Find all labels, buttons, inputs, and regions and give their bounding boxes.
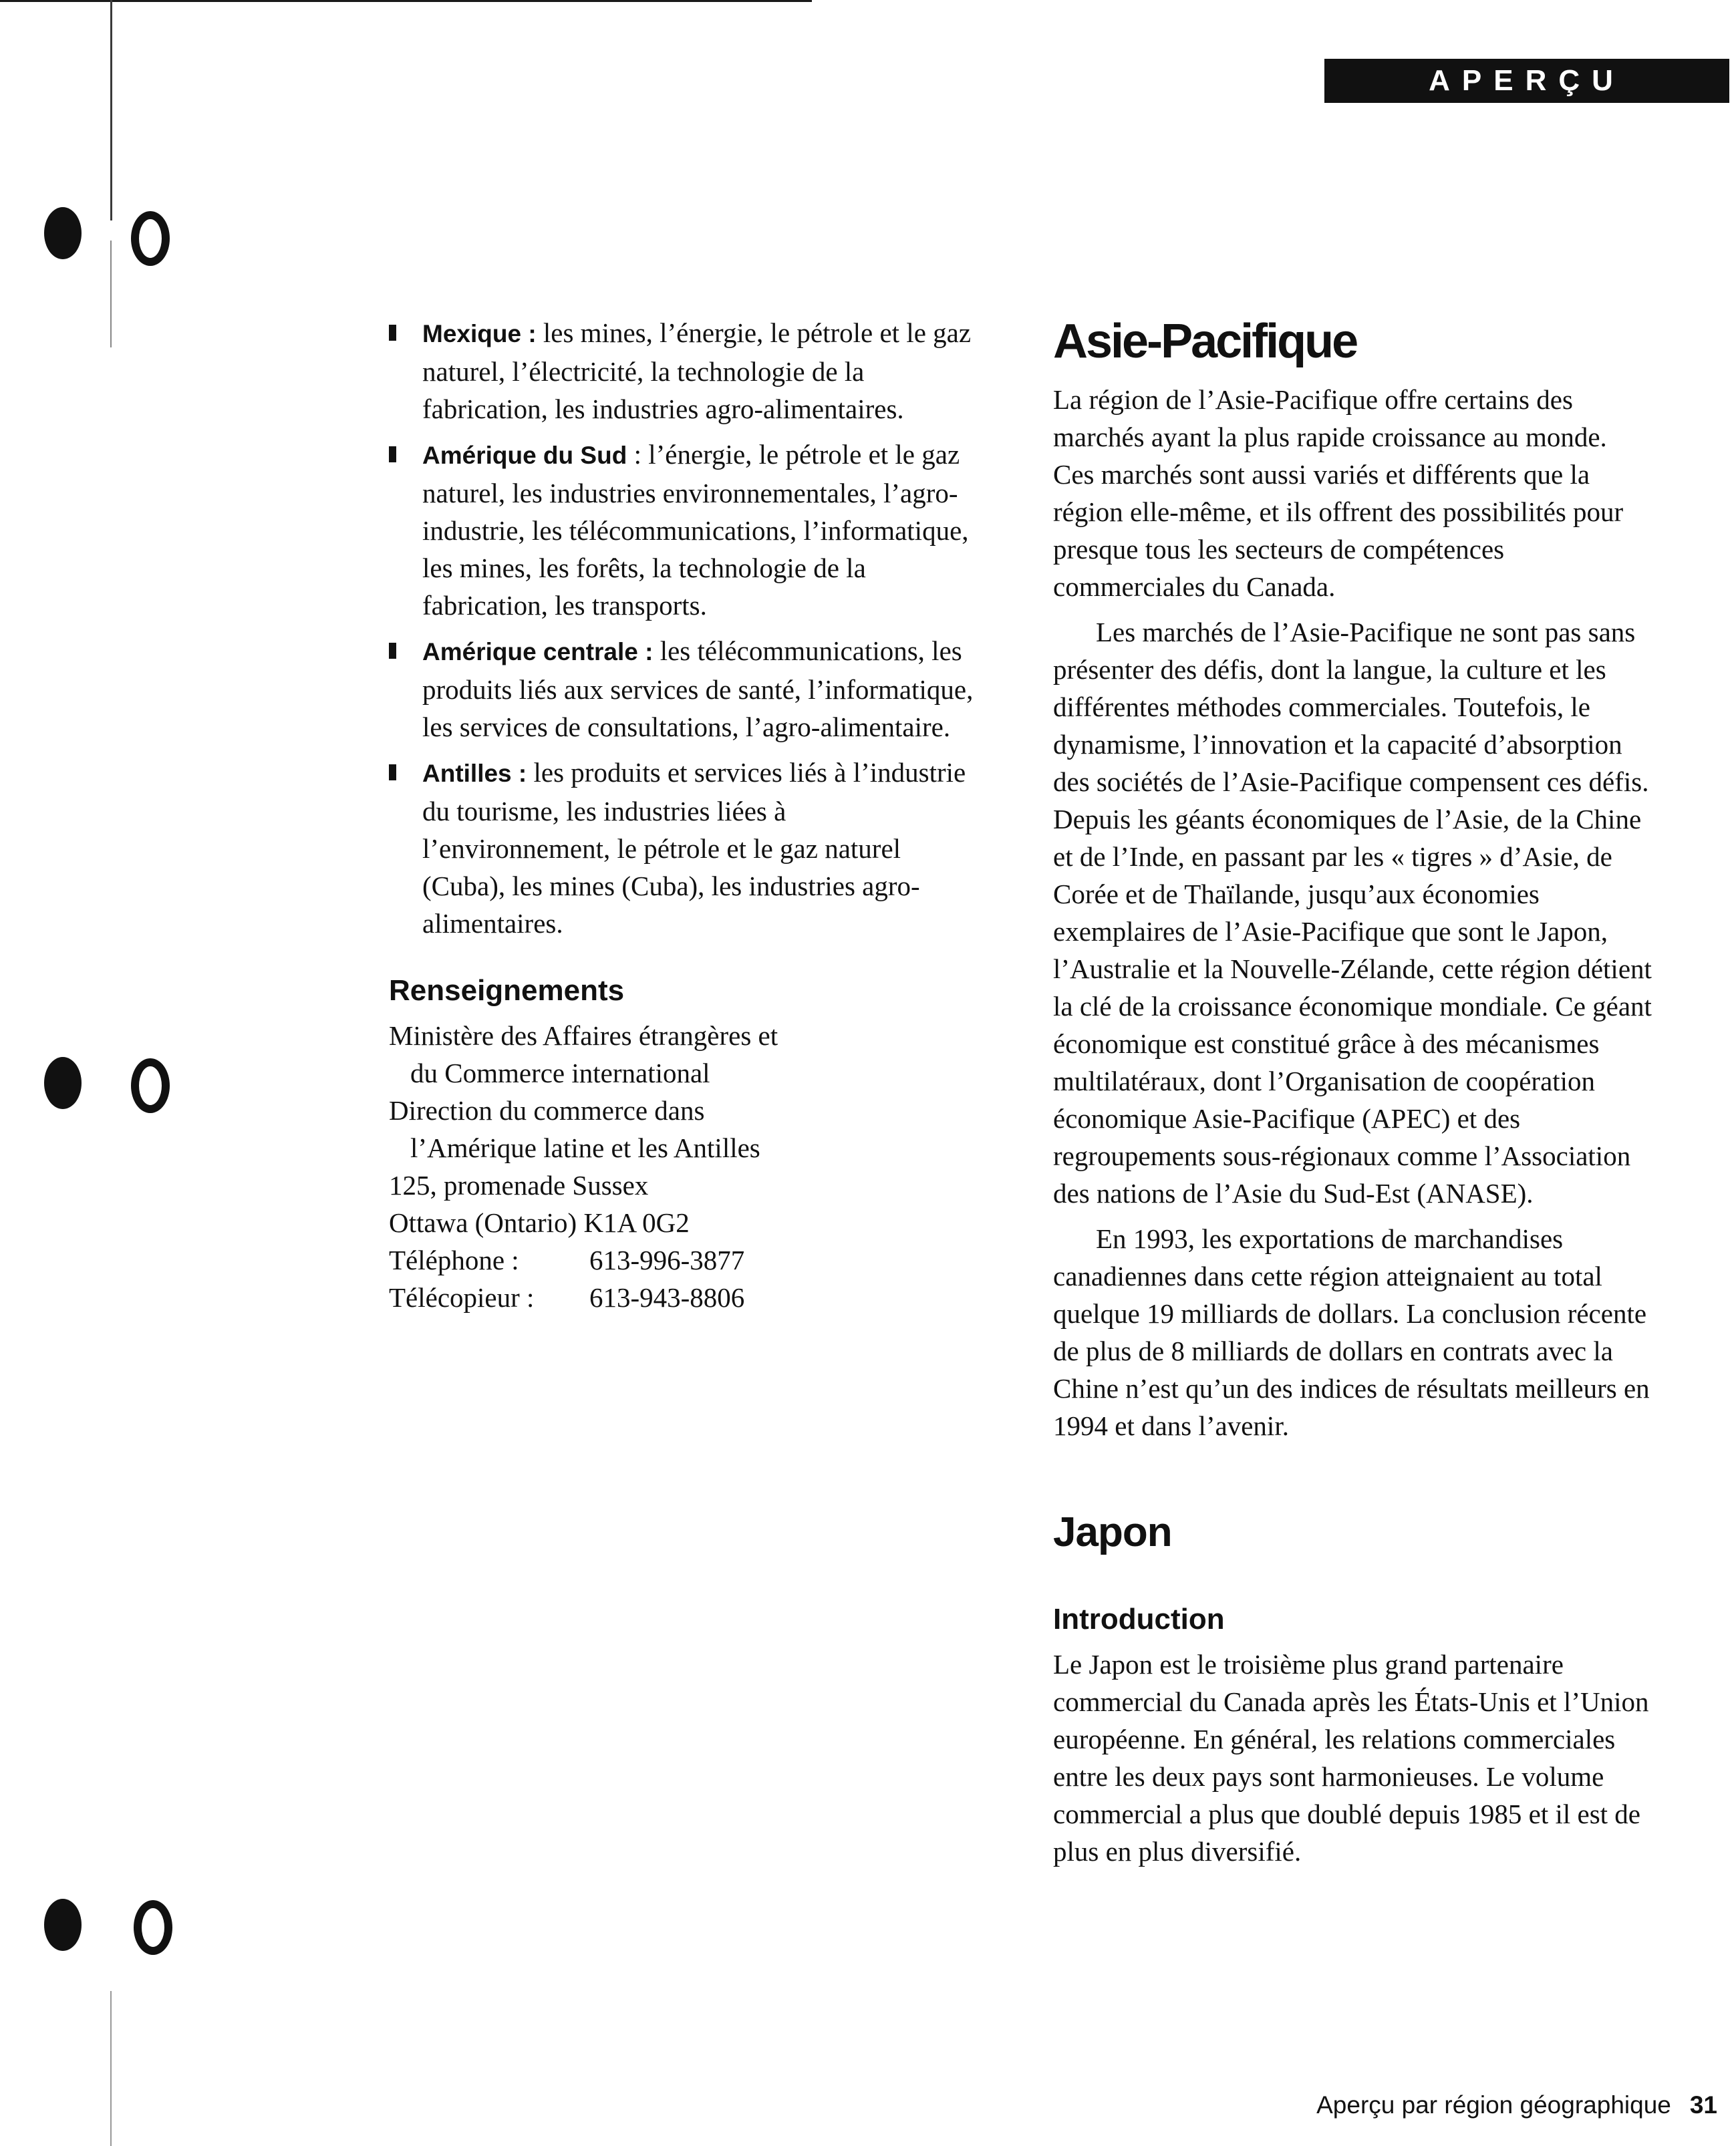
bullet-term: Amérique centrale :	[422, 638, 654, 665]
bullet-text: : l’énergie, le pétrole et le gaz naturel, les industries environnementales, l’agro-industrie, les télécommunications, l’informatique, les mines, les forêts, la technologie de la fabrication, les transports.	[422, 439, 969, 621]
bullet-icon	[389, 446, 396, 462]
bullet-icon	[389, 643, 396, 659]
paragraph: En 1993, les exportations de marchandises canadiennes dans cette région atteignaient au total quelque 19 milliards de dollars. La conclusion récente de plus de 8 milliards de dollars en contrats avec la Chine n’est qu’un des indices de résultats meilleurs en 1994 et dans l’avenir.	[1053, 1223, 1650, 1441]
bullet-term: Antilles :	[422, 760, 527, 787]
binder-hole-icon	[131, 1058, 170, 1113]
address-line: Ottawa (Ontario) K1A 0G2	[389, 1207, 690, 1238]
address-line: Ministère des Affaires étrangères et	[389, 1020, 778, 1051]
bullet-text: les télécommunications, les produits liés aux services de santé, l’informatique, les services de consultations, l’agro-alimentaire.	[422, 635, 974, 742]
phone-label: Téléphone :	[389, 1245, 519, 1275]
address-line: Direction du commerce dans	[389, 1095, 705, 1126]
margin-rule	[110, 1991, 112, 2146]
sector-list	[389, 314, 977, 942]
section-tab: APERÇU	[1324, 59, 1729, 103]
bullet-text: les produits et services liés à l’industrie du tourisme, les industries liées à l’environnement, le pétrole et le gaz naturel (Cuba), les mines (Cuba), les industries agro-alimentaires.	[422, 757, 966, 939]
list-item	[389, 754, 977, 942]
contact-address	[389, 1017, 977, 1316]
bullet-term: Amérique du Sud	[422, 442, 627, 469]
bullet-text: les mines, l’énergie, le pétrole et le gaz naturel, l’électricité, la technologie de la fabrication, les industries agro-alimentaires.	[422, 317, 972, 424]
fax-row	[389, 1279, 977, 1316]
binder-hole-icon	[44, 1057, 82, 1109]
list-item	[389, 436, 977, 624]
phone-number: 613-996-3877	[589, 1245, 745, 1275]
address-line: 125, promenade Sussex	[389, 1170, 649, 1201]
binder-hole-icon	[44, 1899, 82, 1951]
list-item	[389, 632, 977, 746]
margin-rule	[110, 241, 112, 347]
phone-row	[389, 1241, 977, 1279]
left-column	[389, 314, 977, 1316]
paragraph: Les marchés de l’Asie-Pacifique ne sont pas sans présenter des défis, dont la langue, la culture et les différentes méthodes commerciales. Toutefois, le dynamisme, l’innovation et la capacité d’absorption des sociétés de l’Asie-Pacifique compensent ces défis. Depuis les géants économiques de l’Asie, de la Chine et de l’Inde, en passant par les « tigres » d’Asie, de Corée et de Thaïlande, jusqu’aux économies exemplaires de l’Asie-Pacifique que sont le Japon, l’Australie et la Nouvelle-Zélande, cette région détient la clé de la croissance économique mondiale. Ce géant économique est constitué grâce à des mécanismes multilatéraux, dont l’Organisation de coopération économique Asie-Pacifique (APEC) et des regroupements sous-régionaux comme l’Association des nations de l’Asie du Sud-Est (ANASE).	[1053, 617, 1652, 1209]
bullet-term: Mexique :	[422, 320, 537, 347]
page-number: 31	[1689, 2091, 1717, 2119]
top-rule	[0, 0, 812, 2]
address-line: l’Amérique latine et les Antilles	[410, 1132, 760, 1163]
page-footer	[1316, 2091, 1717, 2119]
fax-number: 613-943-8806	[589, 1282, 745, 1313]
margin-rule	[110, 0, 112, 220]
bullet-icon	[389, 764, 396, 780]
binder-hole-icon	[134, 1900, 172, 1955]
fax-label: Télécopieur :	[389, 1282, 535, 1313]
address-line: du Commerce international	[410, 1058, 710, 1088]
asia-pacific-heading: Asie-Pacifique	[1053, 315, 1357, 368]
binder-hole-icon	[131, 211, 170, 266]
list-item	[389, 314, 977, 428]
binder-hole-icon	[44, 207, 82, 259]
paragraph: La région de l’Asie-Pacifique offre certains des marchés ayant la plus rapide croissance au monde. Ces marchés sont aussi variés et différents que la région elle-même, et ils offrent des possibilités pour presque tous les secteurs de compétences commerciales du Canada.	[1053, 384, 1624, 602]
intro-heading: Introduction	[1053, 1603, 1225, 1636]
bullet-icon	[389, 325, 396, 341]
japan-heading: Japon	[1053, 1509, 1172, 1555]
info-heading: Renseignements	[389, 974, 625, 1007]
footer-title: Aperçu par région géographique	[1316, 2091, 1671, 2119]
right-column	[1053, 314, 1654, 1870]
paragraph: Le Japon est le troisième plus grand partenaire commercial du Canada après les États-Unis et l’Union européenne. En général, les relations commerciales entre les deux pays sont harmonieuses. Le volume commercial a plus que doublé depuis 1985 et il est de plus en plus diversifié.	[1053, 1649, 1649, 1867]
